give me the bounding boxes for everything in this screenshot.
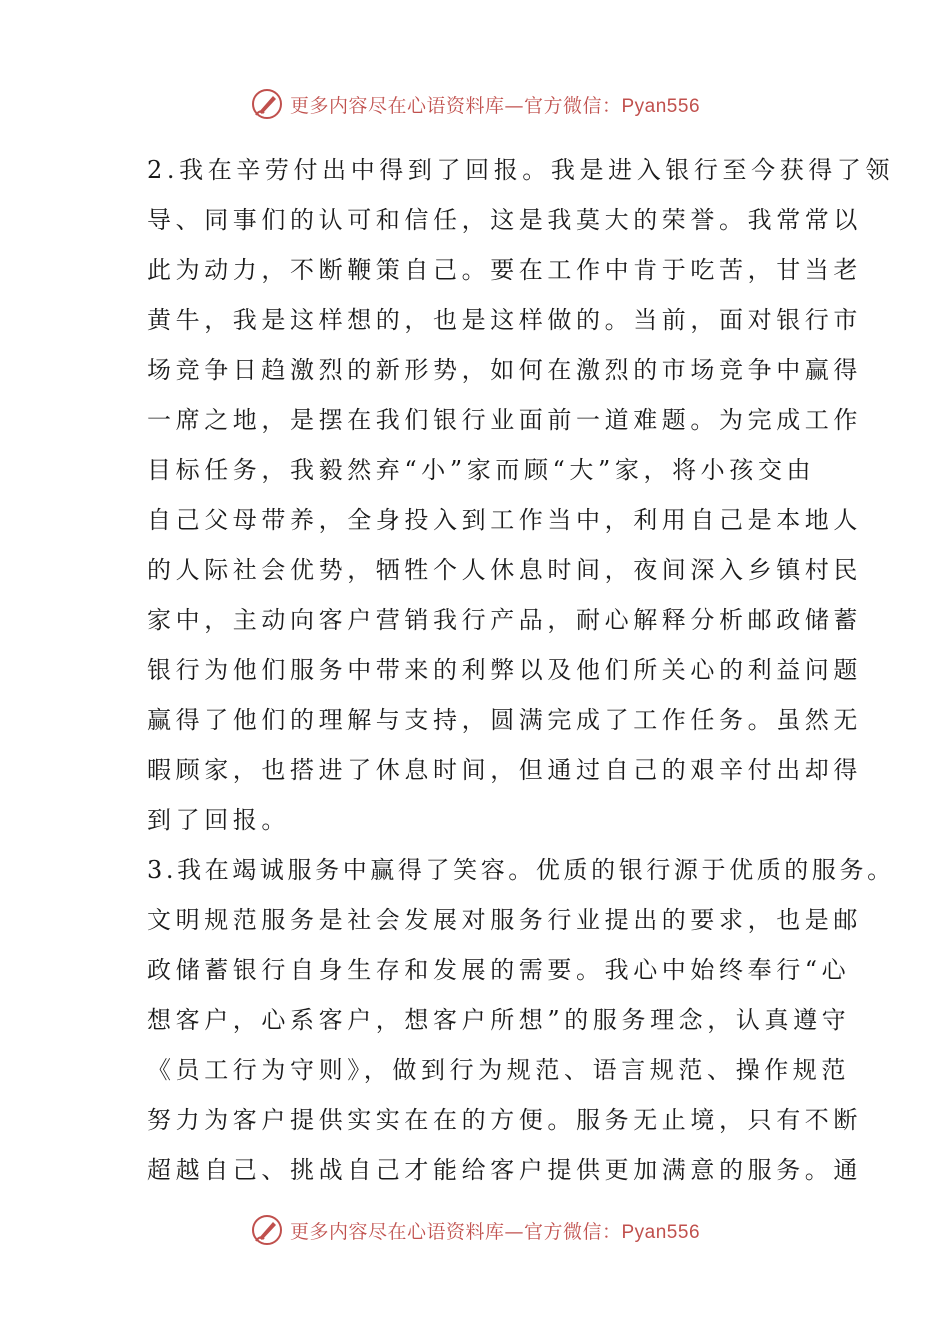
body-line: 3.我在竭诚服务中赢得了笑容。优质的银行源于优质的服务。: [147, 856, 895, 884]
body-line: 家中，主动向客户营销我行产品，耐心解释分析邮政储蓄: [147, 606, 862, 634]
body-line: 赢得了他们的理解与支持，圆满完成了工作任务。虽然无: [147, 706, 862, 734]
body-line: 2.我在辛劳付出中得到了回报。我是进入银行至今获得了领: [147, 156, 895, 184]
banner-slogan: 更多内容尽在心语资料库—官方微信：: [289, 94, 622, 117]
body-line: 导、同事们的认可和信任，这是我莫大的荣誉。我常常以: [147, 206, 862, 234]
banner-wechat-id: Pyan556: [621, 1221, 701, 1243]
banner-slogan: 更多内容尽在心语资料库—官方微信：: [289, 1220, 622, 1243]
body-line: 文明规范服务是社会发展对服务行业提出的要求，也是邮: [147, 906, 862, 934]
banner-text: [290, 91, 700, 118]
body-line: 努力为客户提供实实在在的方便。服务无止境，只有不断: [147, 1106, 862, 1134]
body-line: 想客户，心系客户，想客户所想”的服务理念，认真遵守: [147, 1006, 851, 1034]
pen-logo-icon: [250, 87, 284, 121]
body-line: 政储蓄银行自身生存和发展的需要。我心中始终奉行“心: [147, 956, 851, 984]
document-body: [147, 145, 895, 1195]
body-line: 银行为他们服务中带来的利弊以及他们所关心的利益问题: [147, 656, 862, 684]
body-line: 黄牛，我是这样想的，也是这样做的。当前，面对银行市: [147, 306, 862, 334]
body-line: 此为动力，不断鞭策自己。要在工作中肯于吃苦，甘当老: [147, 256, 862, 284]
body-line: 超越自己、挑战自己才能给客户提供更加满意的服务。通: [147, 1156, 862, 1184]
header-banner: [0, 82, 950, 126]
footer-banner: [0, 1208, 950, 1252]
pen-logo-icon: [250, 1213, 284, 1247]
body-line: 到了回报。: [147, 806, 290, 834]
body-line: 目标任务，我毅然弃“小”家而顾“大”家，将小孩交由: [147, 456, 816, 484]
banner-text: [290, 1217, 700, 1244]
body-line: 的人际社会优势，牺牲个人休息时间，夜间深入乡镇村民: [147, 556, 862, 584]
body-line: 自己父母带养，全身投入到工作当中，利用自己是本地人: [147, 506, 862, 534]
body-line: 暇顾家，也搭进了休息时间，但通过自己的艰辛付出却得: [147, 756, 862, 784]
body-line: 一席之地，是摆在我们银行业面前一道难题。为完成工作: [147, 406, 862, 434]
banner-wechat-id: Pyan556: [621, 95, 701, 117]
body-line: 《员工行为守则》，做到行为规范、语言规范、操作规范: [147, 1056, 850, 1084]
body-line: 场竞争日趋激烈的新形势，如何在激烈的市场竞争中赢得: [147, 356, 862, 384]
